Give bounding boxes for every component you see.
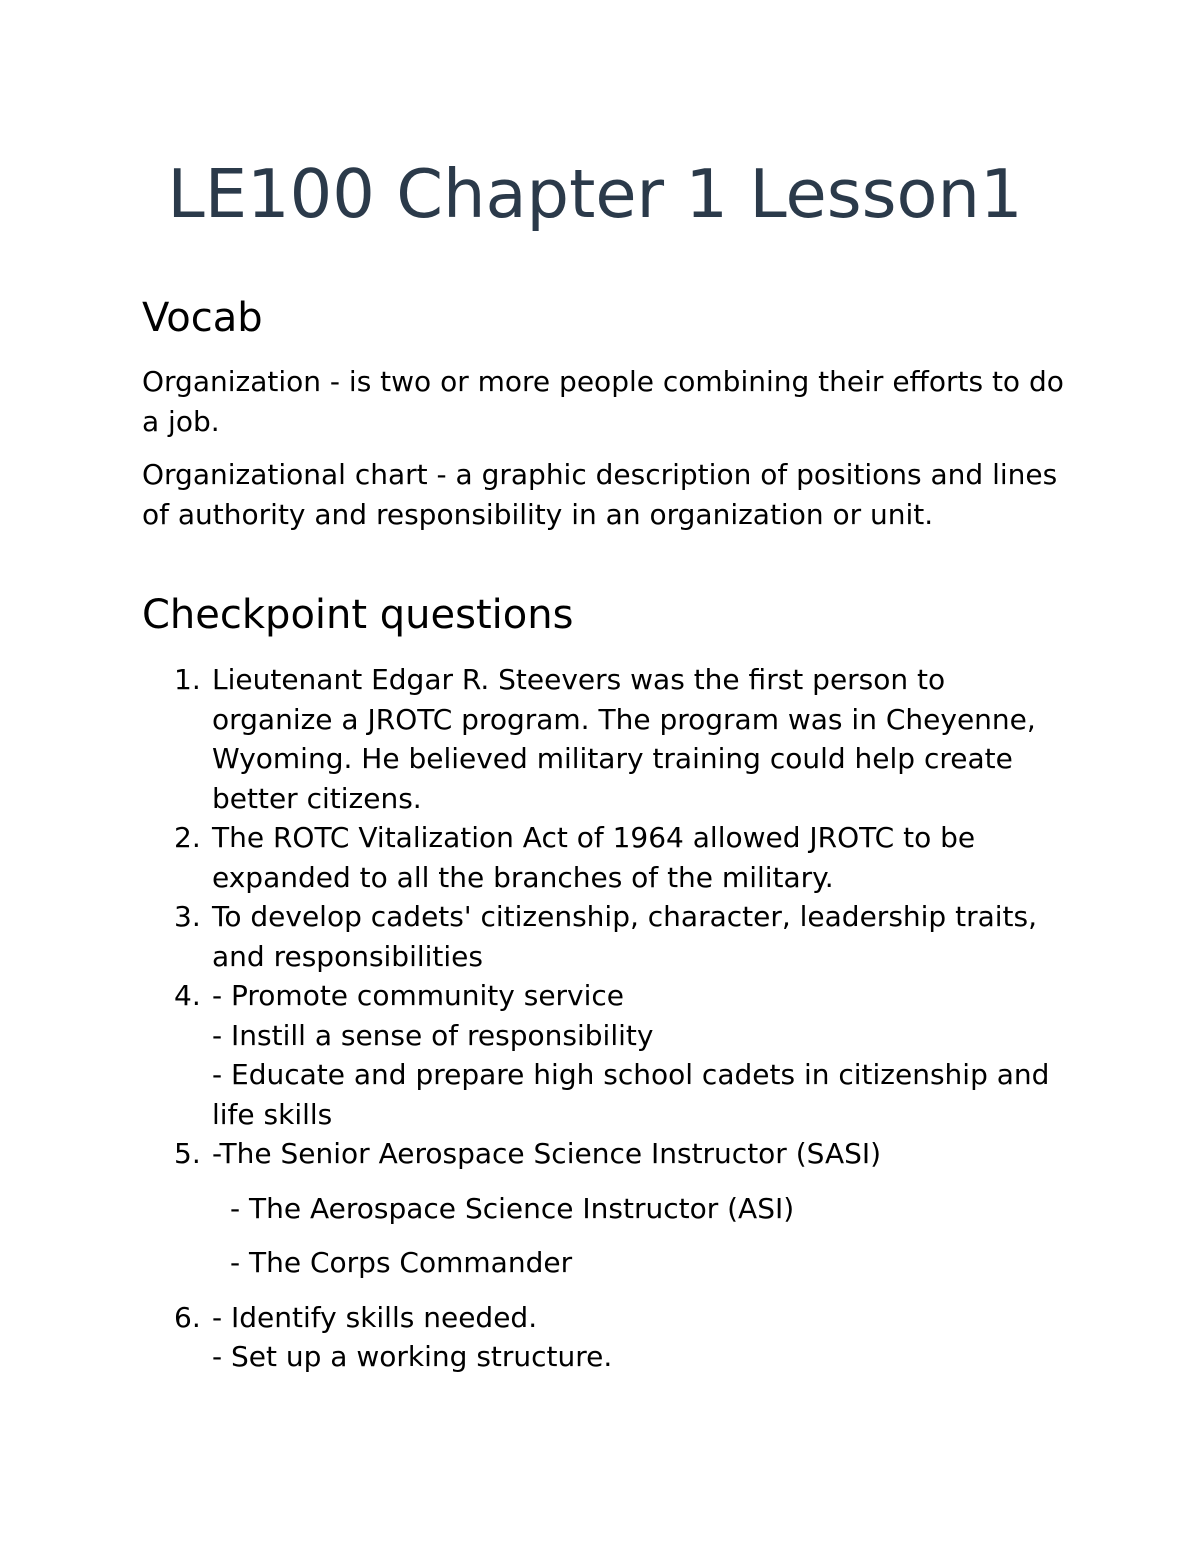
- checkpoint-heading: Checkpoint questions: [142, 592, 574, 638]
- list-item-text: - Identify skills needed.: [212, 1300, 538, 1334]
- vocab-entry-organizational-chart: Organizational chart - a graphic description of positions and lines of authority and responsibility in an organization or unit.: [142, 458, 1058, 531]
- list-item: [142, 1298, 1072, 1377]
- vocab-heading: Vocab: [142, 295, 263, 341]
- vocab-entry-organization: Organization - is two or more people combining their efforts to do a job.: [142, 365, 1064, 438]
- list-item-text: Lieutenant Edgar R. Steevers was the first person to organize a JROTC program. The program was in Cheyenne, Wyoming. He believed military training could help create better citizens.: [212, 663, 1036, 815]
- list-item-text: The ROTC Vitalization Act of 1964 allowed JROTC to be expanded to all the branches of the military.: [212, 821, 976, 894]
- list-item-text: - Set up a working structure.: [212, 1340, 613, 1373]
- list-item: [142, 818, 1072, 897]
- list-item: [142, 897, 1072, 976]
- page-title: LE100 Chapter 1 Lesson1: [167, 155, 1023, 233]
- list-number: 5.: [174, 1137, 201, 1170]
- list-number: 3.: [174, 900, 201, 933]
- list-item-text: To develop cadets' citizenship, character, leadership traits, and responsibilities: [212, 900, 1038, 973]
- list-item-text: - Instill a sense of responsibility: [212, 1018, 654, 1052]
- list-number: 2.: [174, 821, 201, 854]
- list-item: [142, 1134, 1072, 1283]
- list-item: [142, 660, 1072, 818]
- list-number: 6.: [174, 1300, 201, 1334]
- checkpoint-list: [142, 660, 1072, 1377]
- list-item-text: - Educate and prepare high school cadets in citizenship and life skills: [212, 1058, 1050, 1131]
- list-item-text: -The Senior Aerospace Science Instructor (SASI): [212, 1137, 882, 1170]
- list-item: [142, 976, 1072, 1134]
- list-item-subtext: - The Aerospace Science Instructor (ASI): [230, 1191, 795, 1225]
- list-item-text: - Promote community service: [212, 979, 625, 1012]
- list-item-subtext: - The Corps Commander: [230, 1246, 573, 1279]
- list-number: 4.: [174, 979, 201, 1012]
- list-number: 1.: [174, 663, 201, 696]
